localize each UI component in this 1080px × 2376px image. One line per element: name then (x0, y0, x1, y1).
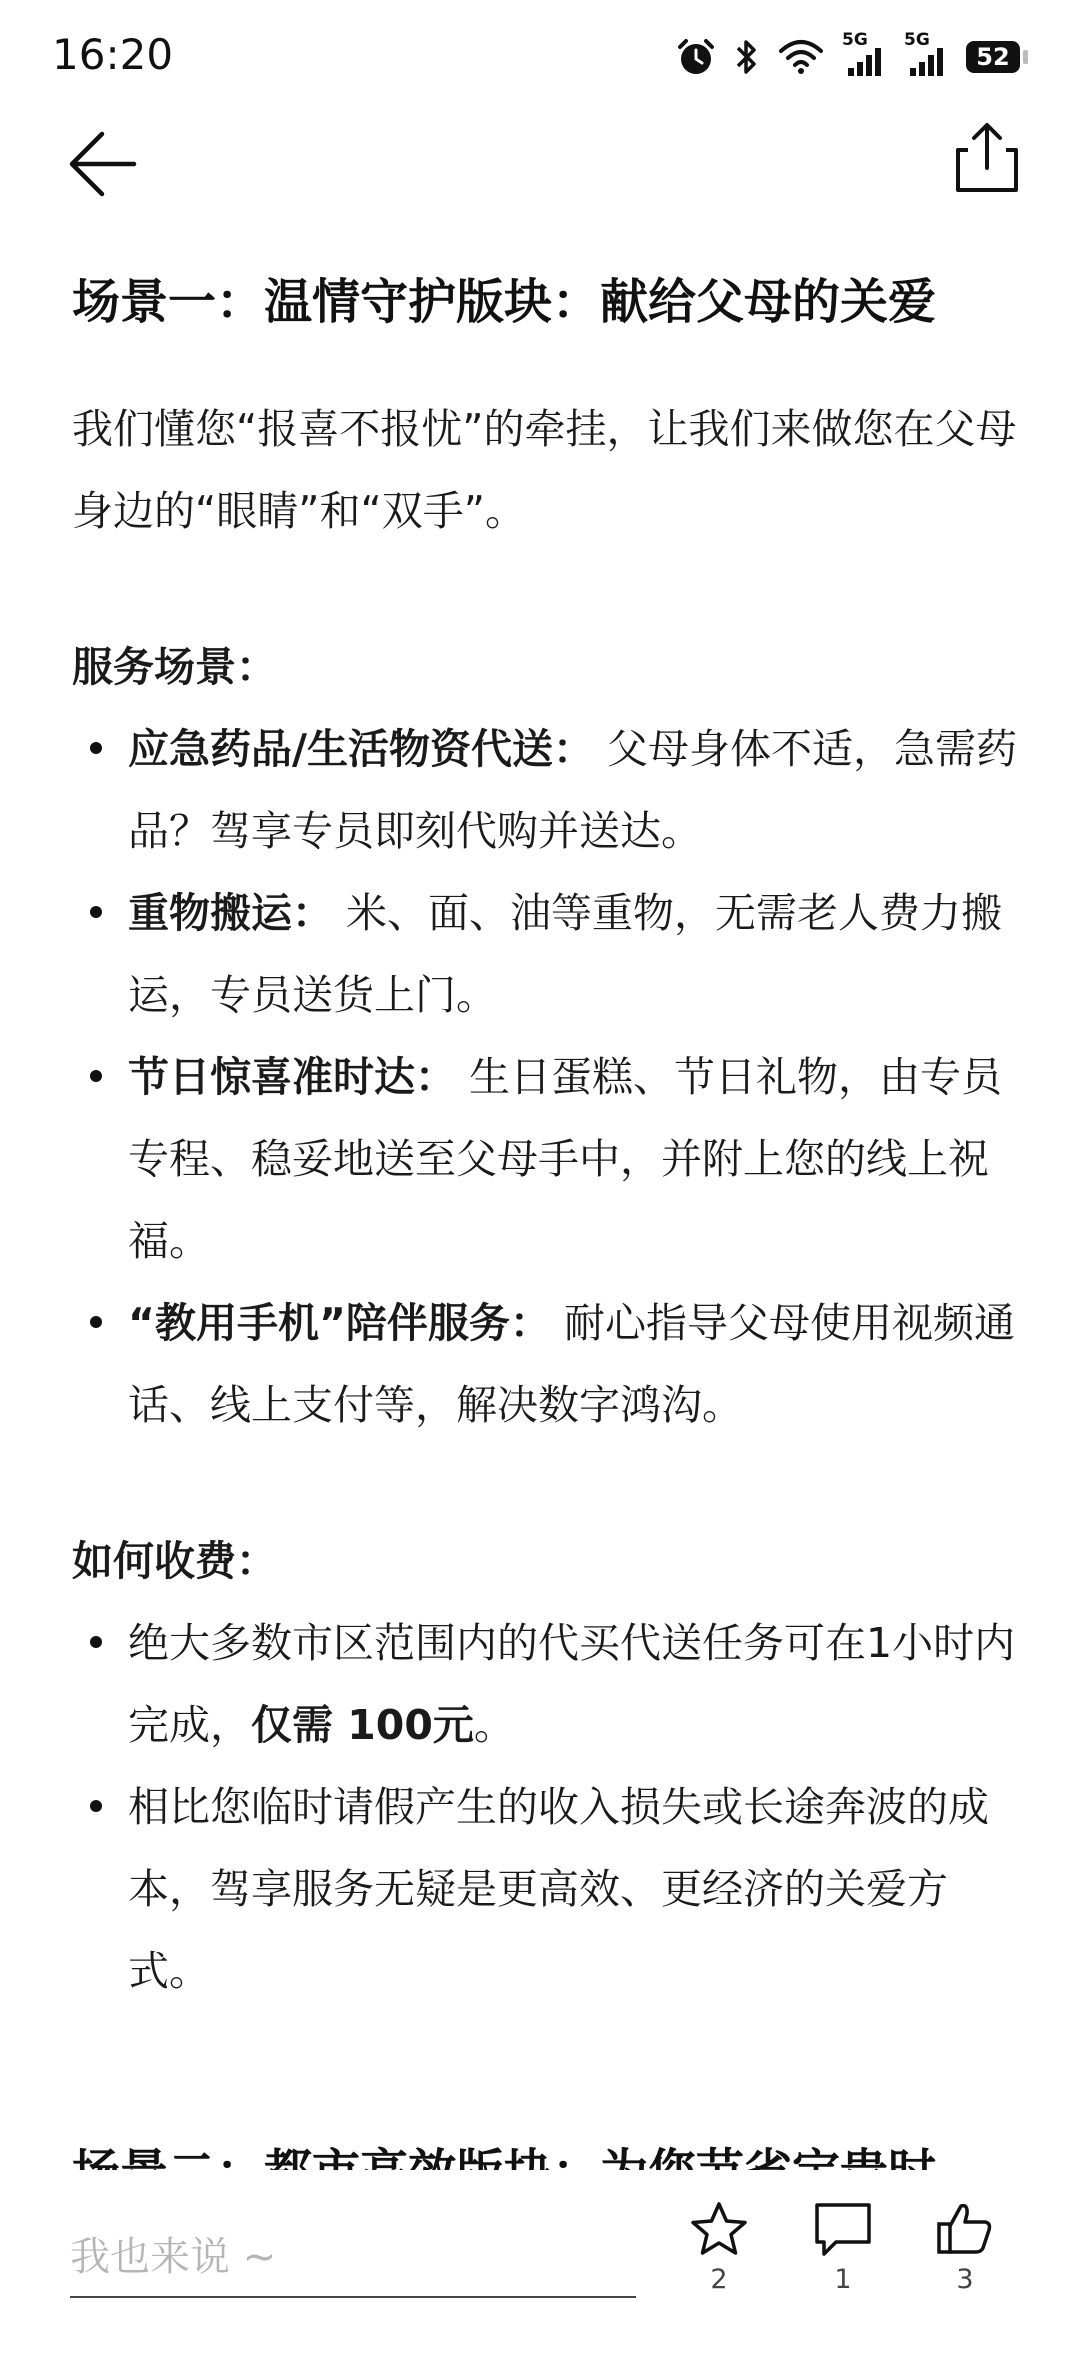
battery-level: 52 (976, 43, 1010, 71)
list-item (72, 1602, 1022, 1766)
back-button[interactable] (64, 126, 140, 202)
status-icons (676, 30, 1032, 78)
list-item (72, 1036, 1022, 1282)
comment-input[interactable] (70, 2218, 636, 2298)
like-button[interactable] (920, 2200, 1010, 2295)
intro-paragraph: 我们懂您“报喜不报忧”的牵挂，让我们来做您在父母身边的“眼睛”和“双手”。 (72, 405, 1017, 535)
status-time: 16:20 (52, 30, 174, 79)
service-text: 米、面、油等重物，无需老人费力搬运，专员送货上门。 (128, 889, 1003, 1019)
fee-text: 相比您临时请假产生的收入损失或长途奔波的成本，驾享服务无疑是更高效、更经济的关爱方式。 (128, 1783, 989, 1995)
wifi-icon (778, 39, 824, 75)
list-item (72, 1766, 1022, 2012)
share-icon (952, 120, 1022, 196)
battery-icon (966, 39, 1032, 75)
network-type-label: 5G (842, 30, 868, 50)
list-item (72, 1282, 1022, 1446)
favorite-button[interactable] (674, 2200, 764, 2295)
services-list (72, 708, 1022, 1446)
fee-text-end: 。 (473, 1701, 515, 1749)
share-button[interactable] (952, 120, 1022, 196)
comment-count: 1 (834, 2264, 852, 2295)
article-heading: 场景一：温情守护版块：献给父母的关爱 (72, 274, 937, 330)
service-text: 生日蛋糕、节日礼物，由专员专程、稳妥地送至父母手中，并附上您的线上祝福。 (128, 1053, 1003, 1265)
fees-list (72, 1602, 1022, 2012)
service-title: “教用手机”陪伴服务： (128, 1299, 551, 1347)
bluetooth-icon (734, 38, 760, 76)
network-type-label: 5G (904, 30, 930, 50)
list-item (72, 872, 1022, 1036)
comment-icon (812, 2200, 874, 2258)
fees-label: 如何收费： (72, 1537, 277, 1585)
service-text: 耐心指导父母使用视频通话、线上支付等，解决数字鸿沟。 (128, 1299, 1015, 1429)
arrow-left-icon (64, 126, 140, 202)
article-body (72, 270, 1022, 2012)
signal-icon (904, 30, 948, 78)
service-title: 应急药品/生活物资代送： (128, 725, 594, 773)
star-icon (689, 2200, 749, 2258)
signal-icon (842, 30, 886, 78)
top-nav (0, 120, 1080, 220)
thumbs-up-icon (935, 2200, 995, 2258)
list-item (72, 708, 1022, 872)
like-count: 3 (956, 2264, 974, 2295)
service-title: 节日惊喜准时达： (128, 1053, 456, 1101)
fee-price: 仅需 100元 (251, 1701, 474, 1749)
service-title: 重物搬运： (128, 889, 333, 937)
status-bar (0, 0, 1080, 120)
services-label: 服务场景： (72, 643, 277, 691)
bottom-bar (0, 2170, 1080, 2376)
favorite-count: 2 (710, 2264, 728, 2295)
comment-button[interactable] (798, 2200, 888, 2295)
service-text: 父母身体不适，急需药品？驾享专员即刻代购并送达。 (128, 725, 1018, 855)
fee-text: 绝大多数市区范围内的代买代送任务可在1小时内完成， (128, 1619, 1016, 1749)
alarm-icon (676, 37, 716, 77)
